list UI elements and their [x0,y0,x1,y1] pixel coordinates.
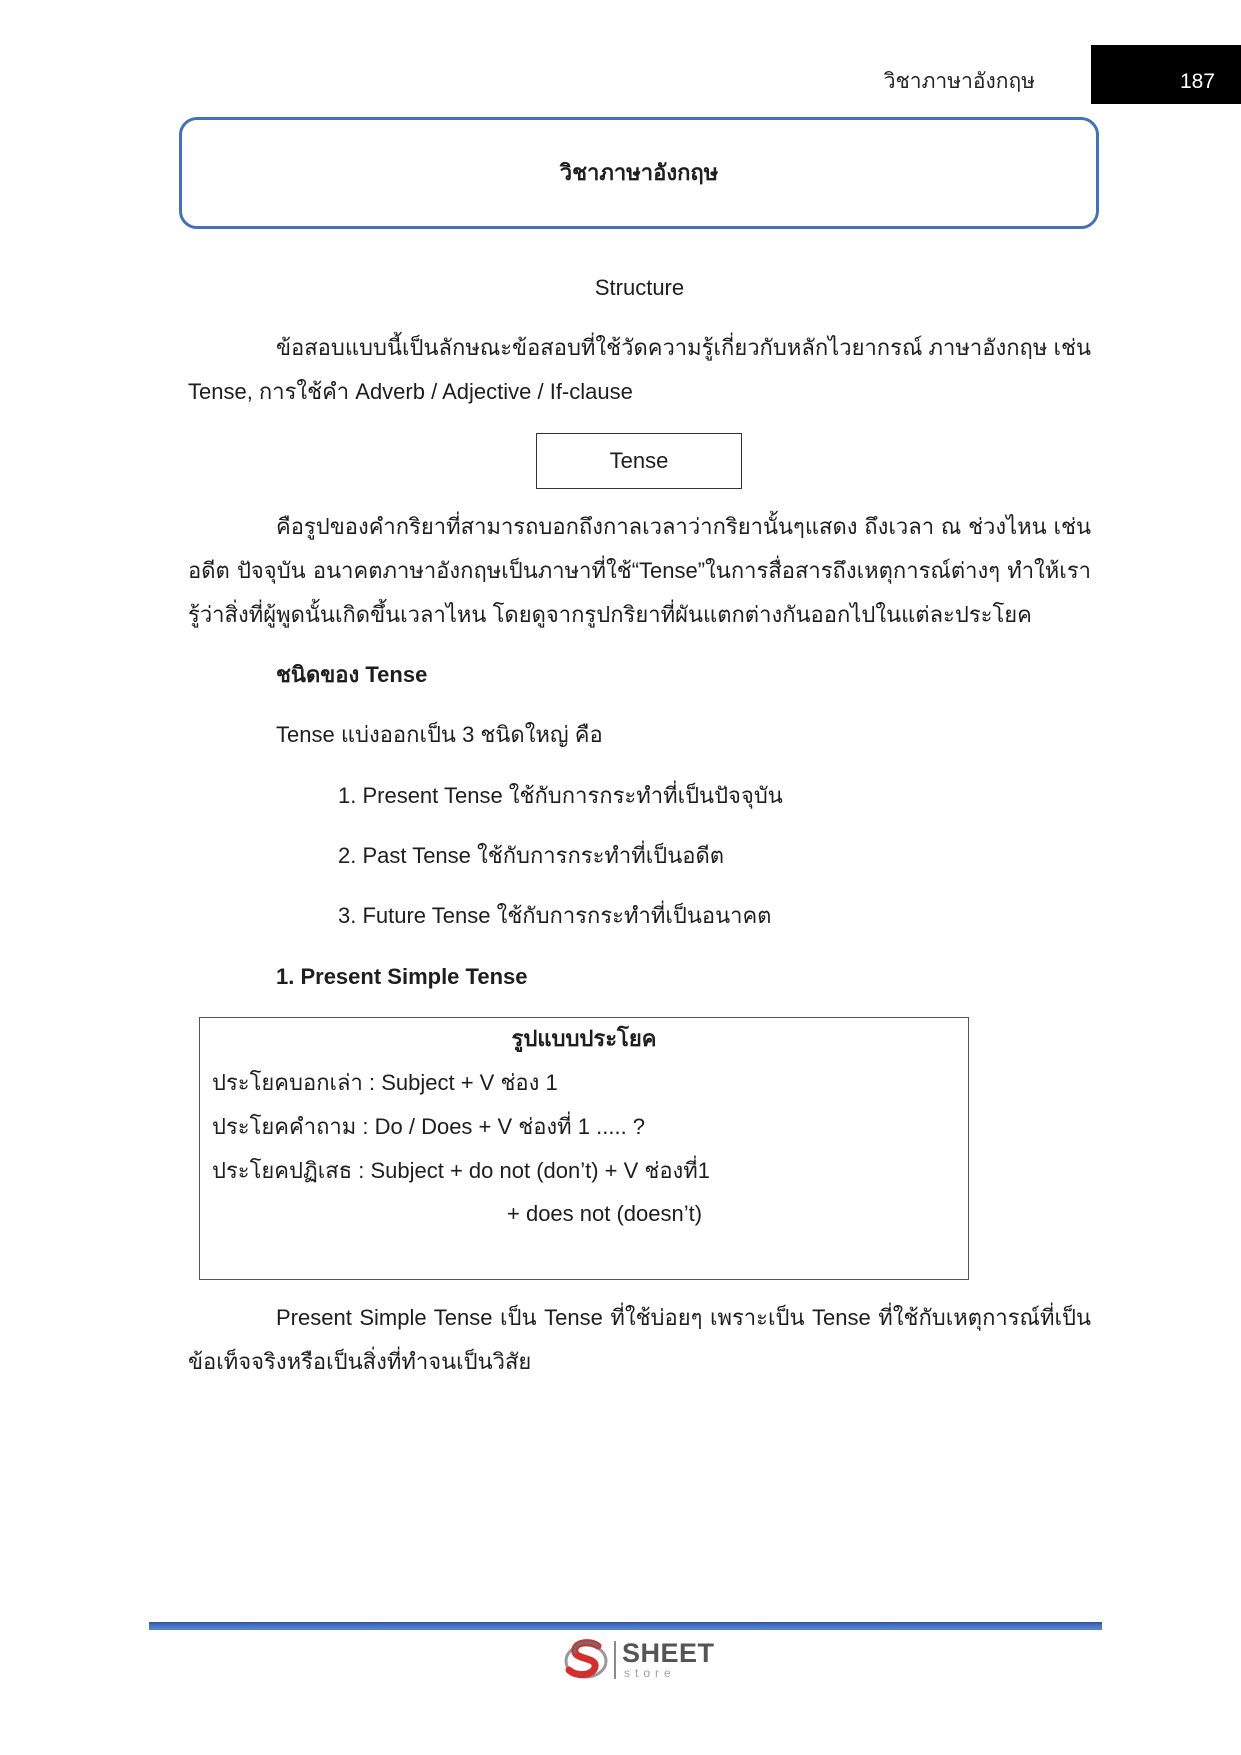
section-heading: Structure [594,275,685,300]
pattern-question: ประโยคคำถาม : Do / Does + V ช่องที่ 1 ..... ? [212,1114,646,1139]
page-number: 187 [1179,70,1215,93]
logo-divider [614,1641,616,1679]
running-header-subject: วิชาภาษาอังกฤษ [883,70,1035,93]
sheet-store-logo-icon [562,1637,610,1683]
list-item: 1. Present Tense ใช้กับการกระทำที่เป็นปัจจุบัน [338,783,783,808]
footer-bar [149,1622,1102,1630]
structure-intro-paragraph: ข้อสอบแบบนี้เป็นลักษณะข้อสอบที่ใช้วัดความรู้เกี่ยวกับหลักไวยากรณ์ ภาษาอังกฤษ เช่น Tense, การใช้คำ Adverb / Adjective / If-clause [188,335,1091,404]
pattern-affirmative: ประโยคบอกเล่า : Subject + V ช่อง 1 [212,1070,558,1095]
page-number-box [1091,45,1241,104]
present-simple-heading: 1. Present Simple Tense [276,964,528,989]
logo-wordmark: SHEET [622,1638,715,1668]
tense-types-intro: Tense แบ่งออกเป็น 3 ชนิดใหญ่ คือ [276,722,603,747]
tense-types-heading: ชนิดของ Tense [276,662,428,687]
logo-subtext: store [624,1666,676,1680]
present-simple-description: Present Simple Tense เป็น Tense ที่ใช้บ่อยๆ เพราะเป็น Tense ที่ใช้กับเหตุการณ์ที่เป็นข้อเท็จจริงหรือเป็นสิ่งที่ทำจนเป็นวิสัย [188,1305,1091,1374]
pattern-box-title: รูปแบบประโยค [511,1026,657,1051]
sentence-pattern-box [199,1017,969,1280]
tense-heading-box [536,433,742,489]
chapter-title: วิชาภาษาอังกฤษ [559,160,719,185]
pattern-negative-alt: + does not (doesn’t) [507,1201,703,1226]
list-item: 2. Past Tense ใช้กับการกระทำที่เป็นอดีต [338,843,725,868]
chapter-title-box [179,117,1099,229]
sheet-store-logo [562,1637,722,1683]
pattern-negative: ประโยคปฏิเสธ : Subject + do not (don’t) + V ช่องที่1 [212,1158,711,1183]
tense-heading: Tense [609,448,669,473]
list-item: 3. Future Tense ใช้กับการกระทำที่เป็นอนาคต [338,903,772,928]
tense-definition-paragraph: คือรูปของคำกริยาที่สามารถบอกถึงกาลเวลาว่ากริยานั้นๆแสดง ถึงเวลา ณ ช่วงไหน เช่น อดีต ปัจจุบัน อนาคตภาษาอังกฤษเป็นภาษาที่ใช้“Tense”ในการสื่อสารถึงเหตุการณ์ต่างๆ ทำให้เรารู้ว่าสิ่งที่ผู้พูดนั้นเกิดขึ้นเวลาไหน โดยดูจากรูปกริยาที่ผันแตกต่างกันออกไปในแต่ละประโยค [188,514,1091,627]
